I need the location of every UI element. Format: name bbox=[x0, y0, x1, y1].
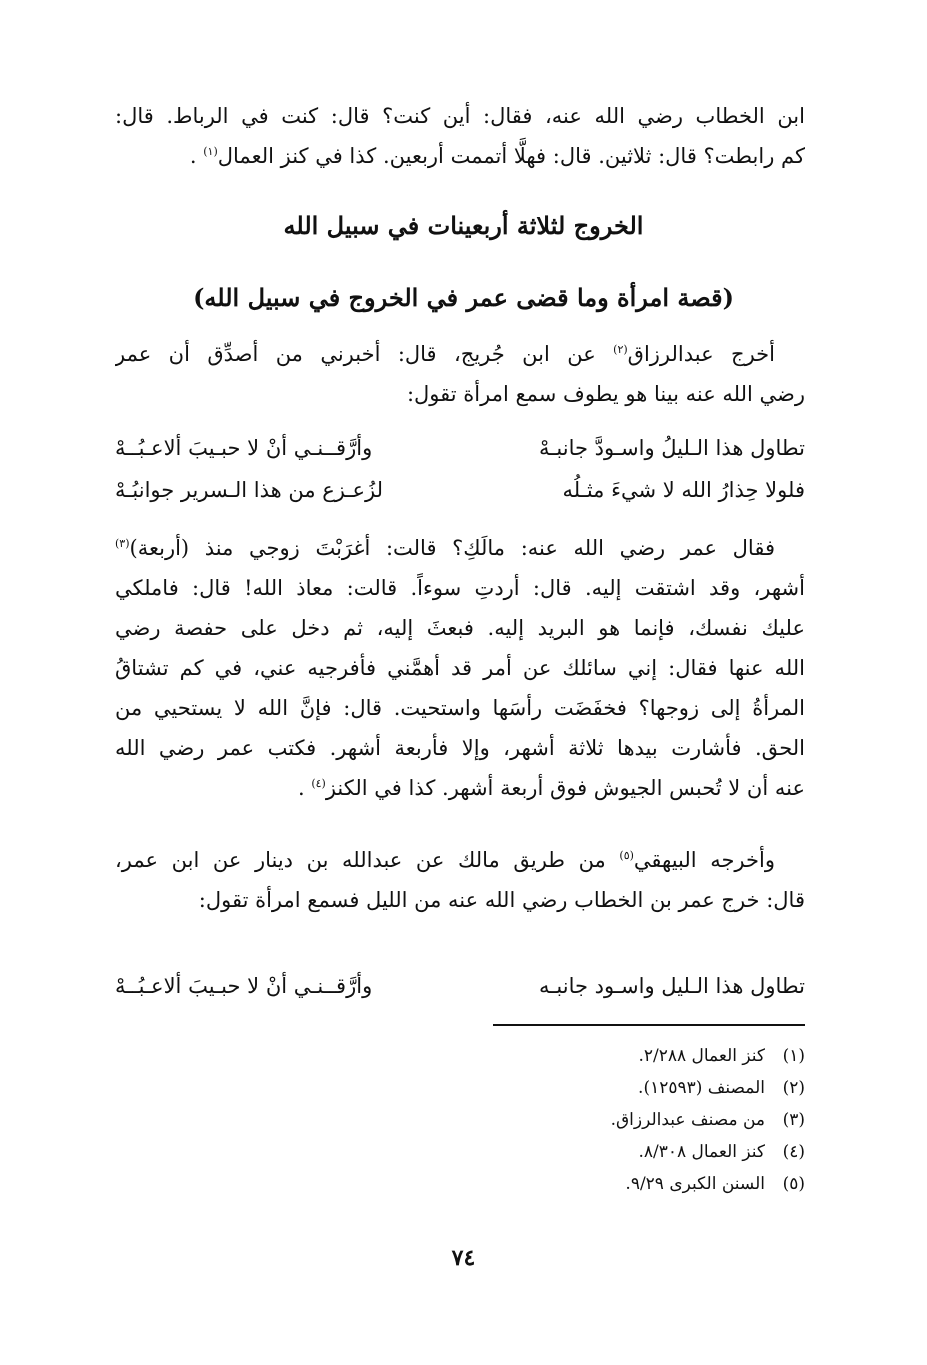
paragraph-1 bbox=[115, 334, 805, 414]
intro-line-2-end: . bbox=[189, 144, 197, 168]
poem-2-verse-1 bbox=[115, 966, 805, 1006]
paragraph-2-line-7 bbox=[115, 768, 805, 808]
page-number: ٧٤ bbox=[451, 1245, 476, 1271]
paragraph-3-line-1 bbox=[115, 840, 805, 880]
poem-1-verse-2 bbox=[115, 470, 805, 510]
intro-line-2-text: كم رابطت؟ قال: ثلاثين. قال: فهلَّا أتممت أربعين. كذا في كنز العمال bbox=[217, 144, 805, 168]
paragraph-3-line-2: قال: خرج عمر بن الخطاب رضي الله عنه من الليل فسمع امرأة تقول: bbox=[198, 888, 805, 912]
section-title: الخروج لثلاثة أربعينات في سبيل الله bbox=[283, 211, 644, 240]
paragraph-2-line-2: أشهر، وقد اشتقت إليه. قال: أردتِ سوءاً. قالت: معاذ الله! قال: فاملكي bbox=[115, 576, 805, 600]
footnote-5-number: (٥) bbox=[782, 1174, 805, 1194]
poem-2-verse-1-second-hemistich: وأرَّقــنـي أنْ لا حبـيبَ ألاعـبُــهْ bbox=[115, 974, 373, 998]
paragraph-2-last-line-text: عنه أن لا تُحبس الجيوش فوق أربعة أشهر. كذا في الكنز bbox=[325, 776, 805, 800]
footnote-3-text: من مصنف عبدالرزاق. bbox=[610, 1110, 765, 1130]
paragraph-3 bbox=[115, 840, 805, 920]
paragraph-1-line-1-rest: عن ابن جُريج، قال: أخبرني من أصدِّق أن عمر bbox=[115, 342, 596, 366]
paragraph-1-line-2: رضي الله عنه بينا هو يطوف سمع امرأة تقول: bbox=[406, 382, 805, 406]
intro-line-1: ابن الخطاب رضي الله عنه، فقال: أين كنت؟ قال: كنت في الرباط. قال: bbox=[115, 104, 805, 128]
intro-line-2 bbox=[115, 136, 805, 176]
subsection-title: (قصة امرأة وما قضى عمر في الخروج في سبيل الله) bbox=[193, 283, 734, 312]
intro-paragraph bbox=[115, 96, 805, 176]
paragraph-2-line-5: المرأةُ إلى زوجها؟ فخفَضَت رأسَها واستحيت. قال: فإنَّ الله لا يستحيي من bbox=[115, 696, 805, 720]
paragraph-2-line-1-text: فقال عمر رضي الله عنه: مالَكِ؟ قالت: أغرَبْتَ زوجي منذ (أربعة) bbox=[129, 536, 775, 560]
footnote-3-number: (٣) bbox=[782, 1110, 805, 1130]
paragraph-3-line-1-start: وأخرجه البيهقي bbox=[633, 848, 775, 872]
poem-2-verse-1-first-hemistich: تطاول هذا الـليل واسـود جانبـه bbox=[539, 974, 805, 998]
footnote-3 bbox=[305, 1104, 805, 1136]
paragraph-1-line-1 bbox=[115, 334, 805, 374]
paragraph-2-line-4: الله عنها فقال: إني سائلك عن أمر قد أهمَّني فأفرجيه عني، في كم تشتاقُ bbox=[115, 656, 805, 680]
poem-1-verse-2-first-hemistich: فلولا حِذارُ الله لا شيءَ مثـلُه bbox=[562, 478, 805, 502]
footnote-4-number: (٤) bbox=[782, 1142, 805, 1162]
footnote-2 bbox=[305, 1072, 805, 1104]
footnote-ref-3: (٣) bbox=[115, 537, 130, 550]
poem-1-verse-2-second-hemistich: لزُعـزع من هذا الـسرير جوانبُـهْ bbox=[115, 478, 384, 502]
footnote-4-text: كنز العمال ٨/٣٠٨. bbox=[638, 1142, 765, 1162]
footnote-ref-4: (٤) bbox=[311, 777, 326, 790]
paragraph-3-line-1-rest: من طريق مالك عن عبدالله بن دينار عن ابن عمر، bbox=[115, 848, 606, 872]
paragraph-2-line-3: عليك نفسك، فإنما هو البريد إليه. فبعثَ إليه، ثم دخل على حفصة رضي bbox=[115, 616, 805, 640]
paragraph-2-end: . bbox=[297, 776, 305, 800]
footnote-ref-5: (٥) bbox=[619, 849, 634, 862]
footnote-2-number: (٢) bbox=[782, 1078, 805, 1098]
paragraph-2 bbox=[115, 528, 805, 808]
footnote-5-text: السنن الكبرى ٩/٢٩. bbox=[625, 1174, 765, 1194]
paragraph-1-line-1-start: أخرج عبدالرزاق bbox=[627, 342, 775, 366]
footnote-separator bbox=[493, 1024, 805, 1026]
footnote-ref-1: (١) bbox=[203, 145, 218, 158]
footnotes bbox=[305, 1040, 805, 1200]
paragraph-2-line-6: الحق. فأشارت بيدها ثلاثة أشهر، وإلا فأربعة أشهر. فكتب عمر رضي الله bbox=[115, 736, 805, 760]
footnote-1-number: (١) bbox=[782, 1046, 805, 1066]
footnote-5 bbox=[305, 1168, 805, 1200]
footnote-1 bbox=[305, 1040, 805, 1072]
footnote-1-text: كنز العمال ٢/٢٨٨. bbox=[638, 1046, 765, 1066]
footnote-4 bbox=[305, 1136, 805, 1168]
poem-1-verse-1-first-hemistich: تطاول هذا الـليلُ واسـودَّ جانبـهْ bbox=[539, 436, 805, 460]
poem-1-verse-1 bbox=[115, 428, 805, 468]
paragraph-2-line-1 bbox=[115, 528, 805, 568]
footnote-2-text: المصنف (١٢٥٩٣). bbox=[638, 1078, 765, 1098]
poem-1-verse-1-second-hemistich: وأرَّقــنـي أنْ لا حبـيبَ ألاعـبُــهْ bbox=[115, 436, 373, 460]
footnote-ref-2: (٢) bbox=[613, 343, 628, 356]
